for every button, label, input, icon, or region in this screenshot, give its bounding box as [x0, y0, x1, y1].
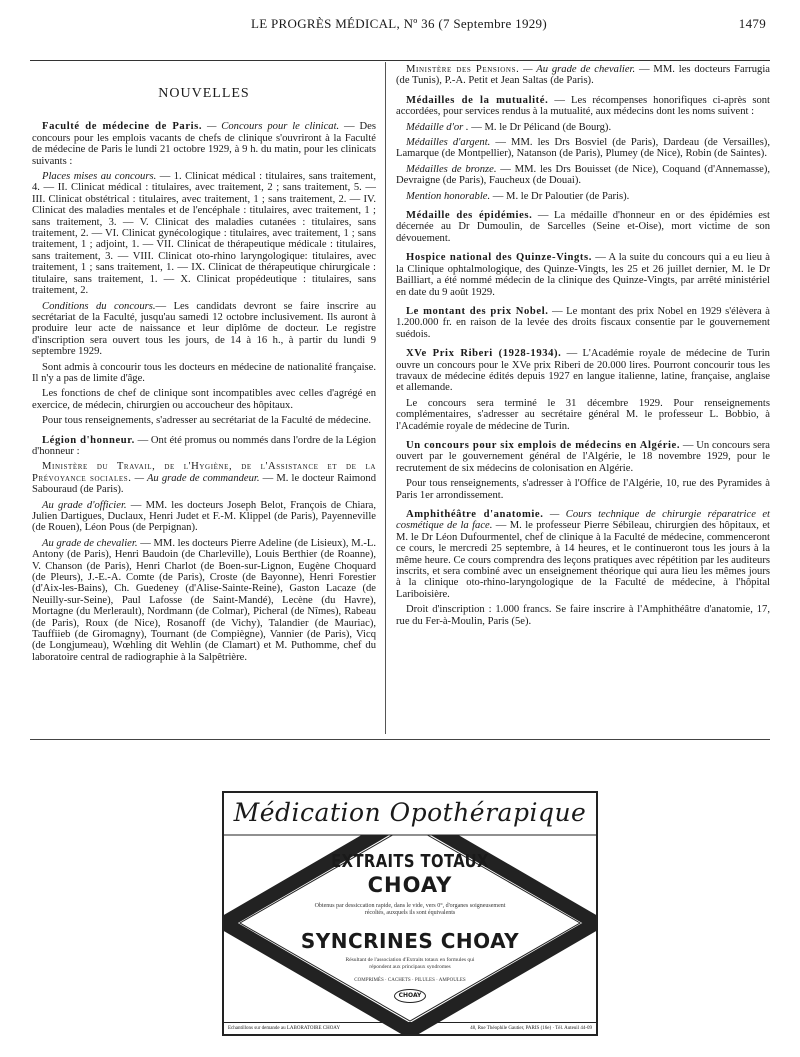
text-commandeur: — M. le docteur Raimond Sabouraud (de Paris). — [32, 472, 376, 496]
paragraph-medaille-or — [396, 122, 770, 133]
italic-places: Places mises au concours. — [42, 171, 157, 183]
text-mutualite: — Les récompenses honorifiques ci-après sont accordées, pour services rendus à la mutualité, aux médecins dont les noms suivent : — [396, 94, 770, 118]
header-rule — [30, 60, 770, 61]
ad-forms: COMPRIMÉS · CACHETS · PILULES · AMPOULES — [354, 978, 466, 983]
paragraph-medaille-bronze — [396, 164, 770, 187]
choay-logo: CHOAY — [394, 989, 426, 1003]
ad-subtext-syncrines: Résultant de l'association d'Extraits totaux en formules qui répondent aux principaux syndromes — [345, 957, 475, 970]
ad-title-choay: CHOAY — [367, 873, 453, 897]
text-algerie: — Un concours sera ouvert par le gouvernement général de l'Algérie, le 18 novembre 1929, pour le recrutement de six médecins de colonisation en Algérie. — [396, 439, 770, 474]
left-column — [32, 64, 376, 667]
italic-commandeur: — Au grade de commandeur. — [131, 472, 260, 484]
paragraph-amphitheatre — [396, 509, 770, 600]
paragraph-renseignements: Pour tous renseignements, s'adresser au secrétariat de la Faculté de médecine. — [42, 415, 372, 427]
paragraph-epidemies — [396, 210, 770, 244]
bottom-rule — [30, 739, 770, 740]
text-conditions: — Les candidats devront se faire inscrire au secrétariat de la Faculté, jusqu'au samedi 12 octobre inclusivement. Ils auront à produire leur acte de naissance et leur diplôme de docteur. Le registre d'inscription sera ouvert tous les jours, de 14 à 16 h., à partir du lundi 9 septembre 1929. — [32, 300, 376, 358]
text-mention: — M. le Dr Paloutier (de Paris). — [490, 190, 630, 202]
paragraph-places — [32, 171, 376, 296]
lead-hospice: Hospice national des Quinze-Vingts. — [406, 252, 592, 264]
paragraph-admis: Sont admis à concourir tous les docteurs en médecine de nationalité française. Il n'y a pas de limite d'âge. — [32, 361, 376, 384]
paragraph-officier — [32, 500, 376, 534]
text-argent: — MM. les Drs Bosviel (de Paris), Dardeau (de Versailles), Lamarque (de Montpellier), Natanson (de Paris), Plumey (de Nice), Robin (de Saintes). — [396, 137, 770, 160]
lead-algerie: Un concours pour six emplois de médecins en Algérie. — [406, 439, 681, 451]
ad-title-syncrines: SYNCRINES CHOAY — [300, 929, 520, 953]
ad-footer — [224, 1022, 596, 1034]
paragraph-pensions — [396, 64, 770, 87]
ministere-pensions-heading: Ministère des Pensions. — [406, 64, 520, 75]
ad-title-extraits: EXTRAITS TOTAUX — [331, 851, 489, 872]
italic-officier: Au grade d'officier. — [42, 499, 127, 511]
paragraph-chevalier — [32, 538, 376, 663]
paragraph-legion — [32, 435, 376, 458]
column-separator — [385, 62, 386, 734]
paragraph-nobel — [396, 306, 770, 340]
paragraph-algerie — [396, 440, 770, 474]
text-bronze: — MM. les Drs Bouisset (de Nice), Coquand (d'Annemasse), Devraigne (de Paris), Faucheux (de Douai). — [396, 163, 770, 187]
section-title: NOUVELLES — [158, 86, 250, 101]
italic-conditions: Conditions du concours. — [42, 300, 156, 312]
text-hospice: — A la suite du concours qui a eu lieu à la Clinique ophtalmologique, des Quinze-Vingts, les 25 et 26 juillet dernier, M. le Dr Bailliart, a été nommé médecin de la clinique des Quinze-Vingts, par arrêté ministériel en date du 9 août 1929. — [396, 252, 770, 298]
italic-argent: Médailles d'argent. — [406, 137, 491, 149]
paragraph-faculte — [32, 121, 376, 167]
running-header — [32, 14, 766, 38]
paragraph-amphitheatre-2: Droit d'inscription : 1.000 francs. Se faire inscrire à l'Amphithéâtre d'anatomie, 17, rue du Fer-à-Moulin, Paris (5e). — [396, 604, 770, 627]
paragraph-mention — [396, 191, 770, 202]
text-officier: — MM. les docteurs Joseph Belot, François de Chiara, Julien Dartigues, Duclaux, Henri Judet et F.-M. Klippel (de Paris), Payenneville (de Rouen), Léon Pous (de Perpignan). — [32, 499, 376, 534]
running-title: LE PROGRÈS MÉDICAL, Nº 36 (7 Septembre 1929) — [251, 16, 547, 31]
text-amphitheatre: — M. le professeur Pierre Sébileau, chirurgien des hôpitaux, et M. le Dr Léon Dufourmentel, chef de clinique à la Faculté de médecine, commenceront ce cours, le mercredi 25 septembre, à 14 heures, et le continueront tous les jours à la même heure. Ce cours comprendra des leçons pratiques avec répétition par les auditeurs inscrits, et sera combiné avec un enseignement théorique qui aura lieu les mêmes jours à la clinique oto-rhino-laryngologique de la Faculté de médecine, à l'hôpital Lariboisière. — [396, 520, 770, 600]
ad-footer-right: 48, Rue Théophile Gautier, PARIS (16e) · Tél. Auteuil 44-09 — [470, 1026, 592, 1031]
lead-mutualite: Médailles de la mutualité. — [406, 94, 549, 106]
paragraph-hospice — [396, 252, 770, 298]
italic-or: Médaille d'or . — [406, 121, 469, 133]
lead-nobel: Le montant des prix Nobel. — [406, 305, 549, 317]
lead-legion: Légion d'honneur. — [42, 434, 135, 446]
text-faculte: — Des concours pour les emplois vacants de chefs de clinique s'ouvriront à la Faculté de médecine de Paris le lundi 21 octobre 1929, à 9 h. du matin, pour les clinicats suivants : — [32, 121, 376, 167]
italic-clinicat: — Concours pour le clinicat. — [202, 121, 340, 133]
ministere-travail-heading: Ministère du Travail, de l'Hygiène, de l'Assistance et de la Prévoyance sociales. — [32, 461, 376, 484]
choay-advertisement — [222, 791, 598, 1036]
ad-footer-left: Echantillons sur demande au LABORATOIRE CHOAY — [228, 1026, 341, 1031]
paragraph-riberi — [396, 348, 770, 394]
ad-banner: Médication Opothérapique — [233, 798, 587, 827]
text-chevalier: — MM. les docteurs Pierre Adeline (de Lisieux), M.-L. Antony (de Paris), Henri Baudoin (de Charleville), Louis Berthier (de Roanne), V. Chanson (de Paris), Henri Charlot (de Boen-sur-Lignon, Eugène Choquard (de Pleurs), J.-E.-A. Comte (de Paris), Croste (de Bayonne), Henri Forestier (d'Aix-les-Bains), Ch. Guedeney (d'Alise-Sainte-Reine), Gaston Lacaze (de Neuilly-sur-Seine), Paul Lafosse (de Saint-Mandé), Lecène (du Havre), Mortagne (du Merlerault), Nordmann (de Colmar), Picheral (de Nîmes), Rabeau (de Paris), Roux (de Nice), Rosanoff (de Vichy), Talandier (de Mauriac), Tauffiieb (de Giromagny), Tournant (de Compiègne), Vannier (de Paris), Vicq (de Longjumeau), Wœhling dit Wehlin (de Clamart) et M. Puthomme, chef du laboratoire central de radiographie à la Salpêtrière. — [32, 537, 377, 663]
italic-mention: Mention honorable. — [406, 190, 491, 202]
lead-epidemies: Médaille des épidémies. — [406, 210, 533, 222]
text-riberi: — L'Académie royale de médecine de Turin ouvre un concours pour le XVe prix Riberi de 20.000 lires. Pourront concourir tous les travaux de médecine édités depuis 1927 en langue italienne, latine, française, anglaise et allemande. — [396, 348, 770, 394]
page-number: 1479 — [738, 16, 766, 31]
right-column — [396, 64, 770, 631]
text-legion: — Ont été promus ou nommés dans l'ordre de la Légion d'honneur : — [32, 434, 377, 457]
italic-pensions: — Au grade de chevalier. — [519, 64, 636, 75]
lead-riberi: XVe Prix Riberi (1928-1934). — [406, 348, 562, 360]
paragraph-riberi-2: Le concours sera terminé le 31 décembre 1929. Pour renseignements complémentaires, s'adresser au secrétaire général M. le professeur L. Bobbio, à l'Académie royale de médecine de Turin. — [396, 397, 770, 432]
text-places: — 1. Clinicat médical : titulaires, sans traitement, 4. — II. Clinicat médical : titulaires, avec traitement, 2 ; sans traitement, 5. — III. Clinicat obstétrical : titulaires, avec traitement, 1 ; sans traitement, 2. — IV. Clinicat des maladies mentales et de l'encéphale : titulaires, avec traitement, 1 ; sans traitement, 3. — V. Clinicat des maladies cutanées : titulaires, sans traitement, 2. — VI. Clinicat gynécologique : titulaires, avec traitement, 1 ; sans traitement, 1 ; adjoint, 1. — VII. Clinicat de thérapeutique médicale : titulaires, sans traitement, 3. — VIII. Clinicat oto-rhino laryngologique: titulaires, avec traitement, 1 ; sans traitement, 1. — IX. Clinicat de thérapeutique chirurgicale : titulaire, sans traitement, 1. — X. Clinicat propédeutique : titulaires, sans traitement, 2. — [32, 171, 376, 297]
text-or: — M. le Dr Pélicand (de Bourg). — [468, 121, 612, 133]
paragraph-medaille-argent — [396, 137, 770, 160]
text-epidemies: — La médaille d'honneur en or des épidémies est décernée au Dr Dumoulin, de Sarcelles (Seine et-Oise), mort victime de son dévouement. — [396, 210, 770, 244]
italic-chevalier: Au grade de chevalier. — [42, 537, 138, 549]
lead-amphitheatre: Amphithéâtre d'anatomie. — [406, 509, 544, 520]
paragraph-mutualite — [396, 95, 770, 118]
ad-subtext-extraits: Obtenus par dessiccation rapide, dans le vide, vers 0°, d'organes soigneusement récoltés, auxquels ils sont équivalents — [314, 903, 506, 916]
paragraph-fonctions: Les fonctions de chef de clinique sont incompatibles avec celles d'agrégé en exercice, de médecin, chirurgien ou accoucheur des hôpitaux. — [32, 388, 376, 411]
lead-faculte: Faculté de médecine de Paris. — [42, 121, 203, 133]
text-pensions: — MM. les docteurs Farrugia (de Tunis), P.-A. Petit et Jean Saltas (de Paris). — [396, 64, 770, 87]
text-nobel: — Le montant des prix Nobel en 1929 s'élèvera à 1.200.000 fr. en raison de la levée des droits fiscaux consentie par le gouvernement suédois. — [396, 305, 771, 340]
paragraph-algerie-2: Pour tous renseignements, s'adresser à l'Office de l'Algérie, 10, rue des Pyramides à Paris 1er arrondissement. — [396, 478, 770, 501]
italic-bronze: Médailles de bronze. — [406, 163, 497, 175]
paragraph-ministere-travail — [32, 461, 376, 495]
paragraph-conditions — [32, 301, 376, 358]
italic-amphitheatre: — Cours technique de chirurgie réparatrice et cosmétique de la face. — [396, 509, 770, 532]
